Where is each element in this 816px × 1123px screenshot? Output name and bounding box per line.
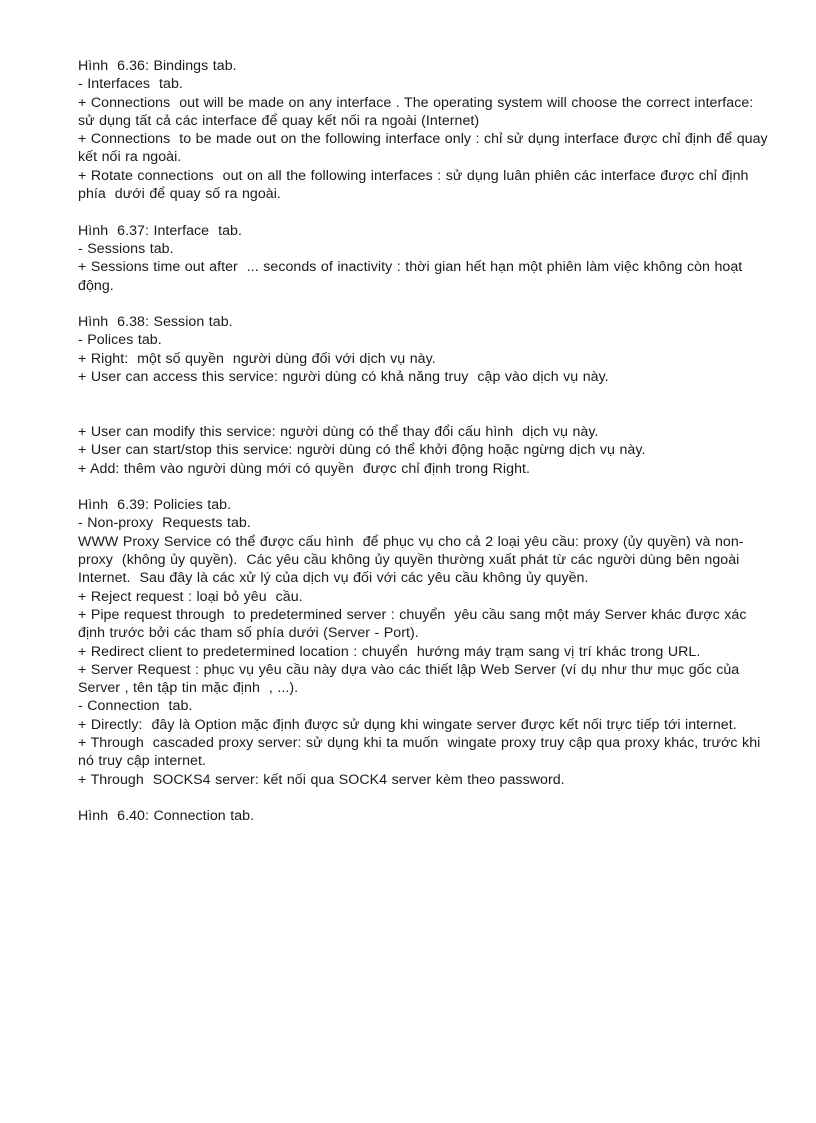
tab-heading: - Connection tab. [78,698,193,715]
paragraph: + Through cascaded proxy server: sử dụng khi ta muốn wingate proxy truy cập qua proxy khác, trước khi nó truy cập internet. [78,734,765,770]
paragraph: + Right: một số quyền người dùng đối với dịch vụ này. [78,350,436,367]
figure-caption: Hình 6.38: Session tab. [78,314,233,331]
tab-heading: - Interfaces tab. [78,76,183,93]
paragraph: + Directly: đây là Option mặc định được sử dụng khi wingate server được kết nối trực tiếp tới internet. [78,716,737,733]
spacer [78,295,770,313]
paragraph: + User can start/stop this service: người dùng có thể khởi động hoặc ngừng dịch vụ này. [78,442,646,459]
paragraph: WWW Proxy Service có thể được cấu hình để phục vụ cho cả 2 loại yêu cầu: proxy (ủy quyền) và non-proxy (không ủy quyền). Các yêu cầu không ủy quyền thường xuất phát từ các người dùng bên ngoài Internet. Sau đây là các xử lý của dịch vụ đối với các yêu cầu không ủy quyền. [78,533,744,587]
paragraph: + Pipe request through to predetermined server : chuyển yêu cầu sang một máy Server khác được xác định trước bởi các tham số phía dưới (Server - Port). [78,606,751,642]
paragraph: + User can modify this service: người dùng có thể thay đổi cấu hình dịch vụ này. [78,423,599,440]
section-sessions [78,222,770,295]
section-polices [78,313,770,386]
document-page [78,57,773,825]
section-polices-continued [78,423,770,478]
tab-heading: - Polices tab. [78,332,162,349]
paragraph: + Add: thêm vào người dùng mới có quyền được chỉ định trong Right. [78,460,530,477]
paragraph: + Connections out will be made on any interface . The operating system will choose the correct interface: sử dụng tất cả các interface để quay kết nối ra ngoài (Internet) [78,94,758,129]
paragraph: + Through SOCKS4 server: kết nối qua SOCK4 server kèm theo password. [78,771,565,788]
paragraph: + Sessions time out after ... seconds of inactivity : thời gian hết hạn một phiên làm việc không còn hoạt động. [78,259,747,294]
spacer [78,203,770,221]
paragraph: + Server Request : phục vụ yêu cầu này dựa vào các thiết lập Web Server (ví dụ như thư mục gốc của Server , tên tập tin mặc định , ...). [78,661,744,697]
section-non-proxy-and-connection [78,496,770,789]
figure-caption: Hình 6.36: Bindings tab. [78,58,237,74]
paragraph: + Rotate connections out on all the following interfaces : sử dụng luân phiên các interface được chỉ định phía dưới để quay số ra ngoài. [78,167,753,203]
figure-caption: Hình 6.37: Interface tab. [78,222,242,239]
tab-heading: - Sessions tab. [78,240,174,257]
paragraph: + User can access this service: người dùng có khả năng truy cập vào dịch vụ này. [78,369,609,386]
figure-caption: Hình 6.39: Policies tab. [78,497,232,514]
spacer [78,386,770,423]
section-connection-caption [78,807,770,825]
spacer [78,789,770,807]
paragraph: + Reject request : loại bỏ yêu cầu. [78,588,303,605]
tab-heading: - Non-proxy Requests tab. [78,515,251,532]
section-bindings [78,57,773,203]
paragraph: + Redirect client to predetermined location : chuyển hướng máy trạm sang vị trí khác trong URL. [78,643,701,660]
figure-caption: Hình 6.40: Connection tab. [78,808,255,825]
spacer [78,478,770,496]
paragraph: + Connections to be made out on the following interface only : chỉ sử dụng interface được chỉ định để quay kết nối ra ngoài. [78,131,773,166]
